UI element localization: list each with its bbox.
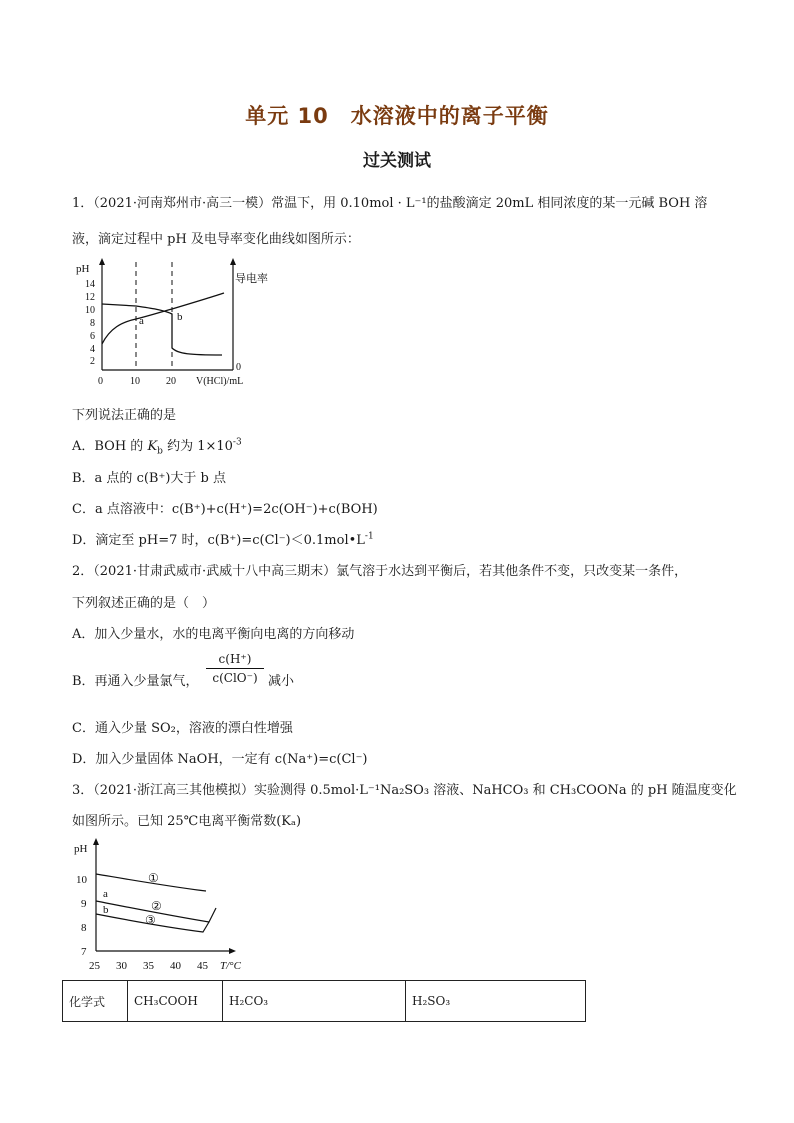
q3-xtick: 25	[89, 960, 100, 972]
q2-line1: 2．（2021·甘肃武威市·武威十八中高三期末）氯气溶于水达到平衡后，若其他条件不变，只改变某一条件，	[72, 564, 688, 579]
q3-ytick: 7	[81, 946, 87, 958]
q1-option-c: C．a 点溶液中：c(B⁺)+c(H⁺)=2c(OH⁻)+c(BOH)	[72, 502, 378, 517]
q3-chart	[72, 836, 262, 978]
q1-xtick: 0	[98, 376, 103, 387]
q1-ytick: 10	[85, 305, 95, 316]
q1-x-label: V(HCl)/mL	[196, 376, 244, 387]
q3-xtick: 30	[116, 960, 127, 972]
q3-table	[62, 980, 586, 1022]
q1-stem: 下列说法正确的是	[72, 408, 177, 423]
page-title: 单元 10 水溶液中的离子平衡	[245, 104, 549, 128]
q1-y2-arrow	[230, 258, 236, 265]
q3-ytick: 8	[81, 922, 87, 934]
q3-y-arrow	[93, 838, 99, 845]
q3-xtick: 40	[170, 960, 181, 972]
table-cell: CH₃COOH	[128, 981, 223, 1022]
q3-curve-1-label: ①	[148, 871, 159, 885]
q1-point-b: b	[177, 311, 183, 323]
q2-option-b-prefix: B．再通入少量氯气，	[72, 674, 199, 689]
q3-line1: 3．（2021·浙江高三其他模拟）实验测得 0.5mol·L⁻¹Na₂SO₃ 溶液、NaHCO₃ 和 CH₃COONa 的 pH 随温度变化	[72, 783, 737, 798]
q1-point-a: a	[139, 315, 144, 327]
q1-option-a: A．BOH 的 $K_b$ 约为 $1\times 10^{-3}$	[72, 437, 242, 457]
q3-xtick: 45	[197, 960, 208, 972]
q3-xtick: 35	[143, 960, 154, 972]
q1-ytick: 6	[90, 331, 95, 342]
q1-xtick: 20	[166, 376, 176, 387]
q3-x-label: T/°C	[220, 960, 241, 972]
q1-ytick: 12	[85, 292, 95, 303]
q2-option-c: C．通入少量 SO₂，溶液的漂白性增强	[72, 721, 293, 736]
q1-line2: 液，滴定过程中 pH 及电导率变化曲线如图所示：	[72, 232, 360, 247]
q3-ytick: 9	[81, 898, 87, 910]
q1-xtick: 10	[130, 376, 140, 387]
q1-ytick: 2	[90, 356, 95, 367]
q1-ytick: 14	[85, 279, 95, 290]
q1-line1: 1．（2021·河南郑州市·高三一模）常温下，用 0.10mol · L⁻¹的盐酸滴定 20mL 相同浓度的某一元碱 BOH 溶	[72, 196, 708, 211]
q1-y-label: pH	[76, 263, 90, 275]
q3-ytick: 10	[76, 874, 87, 886]
q2-option-b-suffix: 减小	[268, 674, 295, 689]
q2-fraction-numerator: c(H⁺)	[206, 652, 264, 669]
q1-ytick: 8	[90, 318, 95, 329]
q1-option-d: D．滴定至 pH=7 时，$c(B^+)=c(Cl^-)<0.1mol•L^{-1}$	[72, 531, 374, 548]
q2-fraction-denominator: c(ClO⁻)	[212, 671, 258, 685]
page-subtitle: 过关测试	[363, 151, 431, 171]
q1-y2-label: 导电率	[235, 273, 268, 285]
q3-line2: 如图所示。已知 25℃电离平衡常数(Kₐ)	[72, 814, 302, 829]
q1-chart	[72, 256, 282, 392]
q2-option-a: A．加入少量水，水的电离平衡向电离的方向移动	[72, 627, 355, 642]
table-row	[63, 981, 586, 1022]
table-cell: H₂SO₃	[406, 981, 586, 1022]
q3-label-a: a	[103, 888, 108, 900]
table-header-cell: 化学式	[63, 981, 128, 1022]
q1-ytick: 4	[90, 344, 95, 355]
q3-curve-2-label: ②	[151, 899, 162, 913]
q3-y-label: pH	[74, 843, 88, 855]
q3-label-b: b	[103, 904, 109, 916]
q3-x-arrow	[229, 948, 236, 954]
q2-option-d: D．加入少量固体 NaOH，一定有 c(Na⁺)=c(Cl⁻)	[72, 752, 368, 767]
q2-fraction	[206, 652, 264, 685]
q1-conductivity-curve	[102, 293, 224, 344]
q3-curve-3-label: ③	[145, 913, 156, 927]
table-cell: H₂CO₃	[223, 981, 406, 1022]
q1-y2-zero: 0	[236, 362, 241, 373]
q1-option-b: B．a 点的 c(B⁺)大于 b 点	[72, 471, 226, 486]
q1-y-arrow	[99, 258, 105, 265]
q2-line2: 下列叙述正确的是（ ）	[72, 596, 216, 611]
